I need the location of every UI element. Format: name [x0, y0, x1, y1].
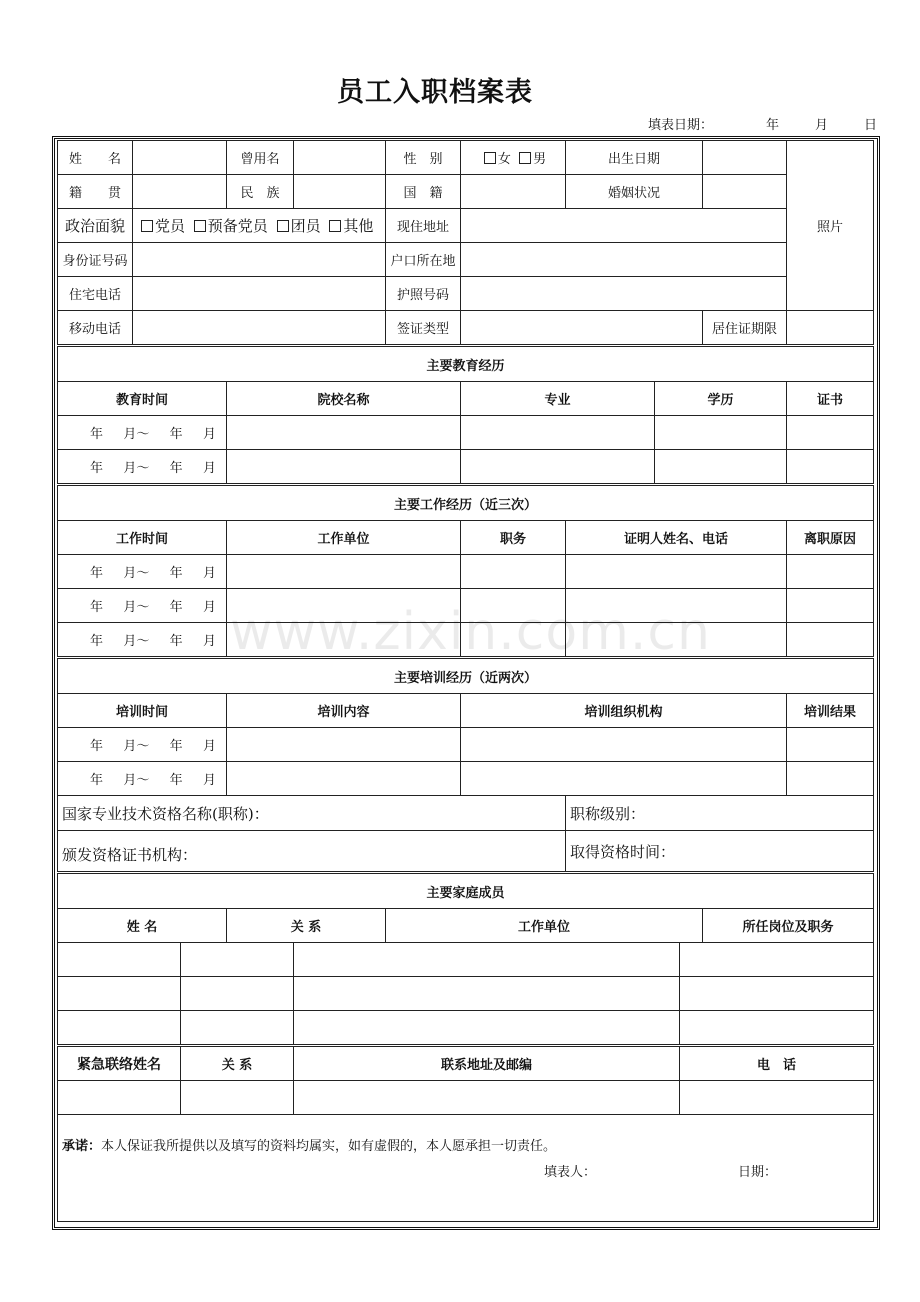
- input-ethnic[interactable]: [294, 175, 386, 209]
- work-position-cell[interactable]: [461, 589, 566, 623]
- label-home-phone: 住宅电话: [58, 277, 133, 311]
- label-party: 党员: [155, 217, 186, 235]
- work-reason-cell[interactable]: [787, 589, 874, 623]
- promise-text: 本人保证我所提供以及填写的资料均属实，如有虚假的，本人愿承担一切责任。: [101, 1139, 557, 1154]
- training-content-cell[interactable]: [227, 728, 461, 762]
- input-home-phone[interactable]: [133, 277, 386, 311]
- table-row: [58, 762, 874, 796]
- political-options: [133, 209, 386, 243]
- family-position-cell[interactable]: [680, 1011, 874, 1046]
- section-training: 主要培训经历（近两次）: [58, 658, 874, 694]
- photo-area: 照片: [787, 141, 874, 311]
- field-qualification-name[interactable]: 国家专业技术资格名称(职称)：: [58, 796, 566, 831]
- label-former-name: 曾用名: [227, 141, 294, 175]
- sign-date-label: 日期：: [738, 1165, 778, 1180]
- header-family-name: 姓 名: [58, 909, 227, 943]
- input-residence[interactable]: [787, 311, 874, 346]
- entry-form-table: [57, 140, 874, 943]
- header-school: 院校名称: [227, 382, 461, 416]
- training-org-cell[interactable]: [461, 728, 787, 762]
- table-row: [58, 555, 874, 589]
- fill-date-year: 年: [766, 118, 780, 133]
- edu-school-cell[interactable]: [227, 416, 461, 450]
- label-male: 男: [533, 152, 547, 167]
- field-qualification-issuer[interactable]: 颁发资格证书机构：: [58, 831, 566, 873]
- label-residence: 居住证期限: [703, 311, 787, 346]
- input-name[interactable]: [133, 141, 227, 175]
- header-training-result: 培训结果: [787, 694, 874, 728]
- field-qualification-level[interactable]: 职称级别：: [566, 796, 874, 831]
- header-certificate: 证书: [787, 382, 874, 416]
- edu-time-cell[interactable]: 年 月～ 年 月: [58, 416, 227, 450]
- label-political: 政治面貌: [58, 209, 133, 243]
- work-reason-cell[interactable]: [787, 555, 874, 589]
- table-row: [58, 977, 874, 1011]
- header-position: 职务: [461, 521, 566, 555]
- input-passport[interactable]: [461, 277, 787, 311]
- section-family: 主要家庭成员: [58, 873, 874, 909]
- header-family-position: 所任岗位及职务: [703, 909, 874, 943]
- header-emergency-address: 联系地址及邮编: [294, 1046, 680, 1081]
- work-position-cell[interactable]: [461, 623, 566, 658]
- header-major: 专业: [461, 382, 655, 416]
- label-hukou: 户口所在地: [386, 243, 461, 277]
- work-reference-cell[interactable]: [566, 555, 787, 589]
- checkbox-league[interactable]: [277, 220, 289, 232]
- header-edu-time: 教育时间: [58, 382, 227, 416]
- label-ethnic: 民 族: [227, 175, 294, 209]
- edu-major-cell[interactable]: [461, 416, 655, 450]
- family-name-cell[interactable]: [58, 977, 181, 1011]
- label-marital: 婚姻状况: [566, 175, 703, 209]
- training-result-cell[interactable]: [787, 728, 874, 762]
- input-hukou[interactable]: [461, 243, 787, 277]
- edu-degree-cell[interactable]: [655, 416, 787, 450]
- edu-certificate-cell[interactable]: [787, 450, 874, 485]
- label-league: 团员: [290, 217, 321, 235]
- edu-major-cell[interactable]: [461, 450, 655, 485]
- input-visa[interactable]: [461, 311, 703, 346]
- work-reference-cell[interactable]: [566, 589, 787, 623]
- table-row: [58, 1081, 874, 1115]
- table-row: [58, 450, 874, 485]
- header-training-time: 培训时间: [58, 694, 227, 728]
- work-employer-cell[interactable]: [227, 589, 461, 623]
- training-content-cell[interactable]: [227, 762, 461, 796]
- label-visa: 签证类型: [386, 311, 461, 346]
- family-position-cell[interactable]: [680, 977, 874, 1011]
- fill-date-month: 月: [815, 118, 829, 133]
- fill-date-line: [0, 114, 920, 134]
- family-position-cell[interactable]: [680, 943, 874, 977]
- edu-degree-cell[interactable]: [655, 450, 787, 485]
- training-time-cell[interactable]: 年 月～ 年 月: [58, 728, 227, 762]
- family-relation-cell[interactable]: [181, 977, 294, 1011]
- header-degree: 学历: [655, 382, 787, 416]
- promise-block: [58, 1115, 874, 1222]
- edu-school-cell[interactable]: [227, 450, 461, 485]
- emergency-phone-cell[interactable]: [680, 1081, 874, 1115]
- table-row: [58, 623, 874, 658]
- input-nationality[interactable]: [461, 175, 566, 209]
- watermark: www.zixin.com.cn: [230, 602, 711, 662]
- header-work-time: 工作时间: [58, 521, 227, 555]
- fill-date-day: 日: [864, 118, 878, 133]
- edu-certificate-cell[interactable]: [787, 416, 874, 450]
- header-emergency-name: 紧急联络姓名: [58, 1046, 181, 1081]
- emergency-address-cell[interactable]: [294, 1081, 680, 1115]
- work-reason-cell[interactable]: [787, 623, 874, 658]
- input-mobile[interactable]: [133, 311, 386, 346]
- label-native: 籍 贯: [58, 175, 133, 209]
- header-training-org: 培训组织机构: [461, 694, 787, 728]
- checkbox-party[interactable]: [141, 220, 153, 232]
- label-id-no: 身份证号码: [58, 243, 133, 277]
- input-birth[interactable]: [703, 141, 787, 175]
- work-employer-cell[interactable]: [227, 555, 461, 589]
- input-former-name[interactable]: [294, 141, 386, 175]
- input-marital[interactable]: [703, 175, 787, 209]
- work-time-cell[interactable]: 年 月～ 年 月: [58, 589, 227, 623]
- input-native[interactable]: [133, 175, 227, 209]
- checkbox-other[interactable]: [329, 220, 341, 232]
- filler-signature-label: 填表人：: [544, 1165, 597, 1180]
- label-address: 现住地址: [386, 209, 461, 243]
- header-family-relation: 关 系: [227, 909, 386, 943]
- table-row: [58, 728, 874, 762]
- header-leave-reason: 离职原因: [787, 521, 874, 555]
- page-title: 员工入职档案表: [337, 77, 533, 108]
- training-org-cell[interactable]: [461, 762, 787, 796]
- label-birth: 出生日期: [566, 141, 703, 175]
- work-time-cell[interactable]: 年 月～ 年 月: [58, 623, 227, 658]
- checkbox-female[interactable]: [484, 152, 496, 164]
- family-employer-cell[interactable]: [294, 943, 680, 977]
- family-table: [57, 942, 874, 1222]
- emergency-name-cell[interactable]: [58, 1081, 181, 1115]
- label-probationary: 预备党员: [207, 217, 268, 235]
- emergency-relation-cell[interactable]: [181, 1081, 294, 1115]
- label-mobile: 移动电话: [58, 311, 133, 346]
- input-id-no[interactable]: [133, 243, 386, 277]
- family-relation-cell[interactable]: [181, 1011, 294, 1046]
- family-name-cell[interactable]: [58, 1011, 181, 1046]
- header-emergency-relation: 关 系: [181, 1046, 294, 1081]
- checkbox-probationary[interactable]: [194, 220, 206, 232]
- work-position-cell[interactable]: [461, 555, 566, 589]
- header-emergency-phone: 电 话: [680, 1046, 874, 1081]
- label-name: 姓 名: [58, 141, 133, 175]
- table-row: [58, 416, 874, 450]
- section-education: 主要教育经历: [58, 346, 874, 382]
- header-training-content: 培训内容: [227, 694, 461, 728]
- checkbox-male[interactable]: [519, 152, 531, 164]
- table-row: [58, 1011, 874, 1046]
- family-employer-cell[interactable]: [294, 977, 680, 1011]
- training-time-cell[interactable]: 年 月～ 年 月: [58, 762, 227, 796]
- work-reference-cell[interactable]: [566, 623, 787, 658]
- edu-time-cell[interactable]: 年 月～ 年 月: [58, 450, 227, 485]
- label-female: 女: [497, 152, 511, 167]
- header-reference: 证明人姓名、电话: [566, 521, 787, 555]
- header-family-employer: 工作单位: [386, 909, 703, 943]
- fill-date-label: 填表日期：: [648, 118, 714, 133]
- family-employer-cell[interactable]: [294, 1011, 680, 1046]
- training-result-cell[interactable]: [787, 762, 874, 796]
- family-name-cell[interactable]: [58, 943, 181, 977]
- form: [57, 140, 873, 1222]
- gender-options: [461, 141, 566, 175]
- header-employer: 工作单位: [227, 521, 461, 555]
- table-row: [58, 589, 874, 623]
- label-gender: 性 别: [386, 141, 461, 175]
- promise-label: 承诺：: [62, 1139, 102, 1154]
- work-time-cell[interactable]: 年 月～ 年 月: [58, 555, 227, 589]
- label-passport: 护照号码: [386, 277, 461, 311]
- label-other: 其他: [343, 217, 374, 235]
- table-row: [58, 943, 874, 977]
- family-relation-cell[interactable]: [181, 943, 294, 977]
- section-work: 主要工作经历（近三次）: [58, 485, 874, 521]
- field-qualification-time[interactable]: 取得资格时间：: [566, 831, 874, 873]
- work-employer-cell[interactable]: [227, 623, 461, 658]
- input-address[interactable]: [461, 209, 787, 243]
- label-nationality: 国 籍: [386, 175, 461, 209]
